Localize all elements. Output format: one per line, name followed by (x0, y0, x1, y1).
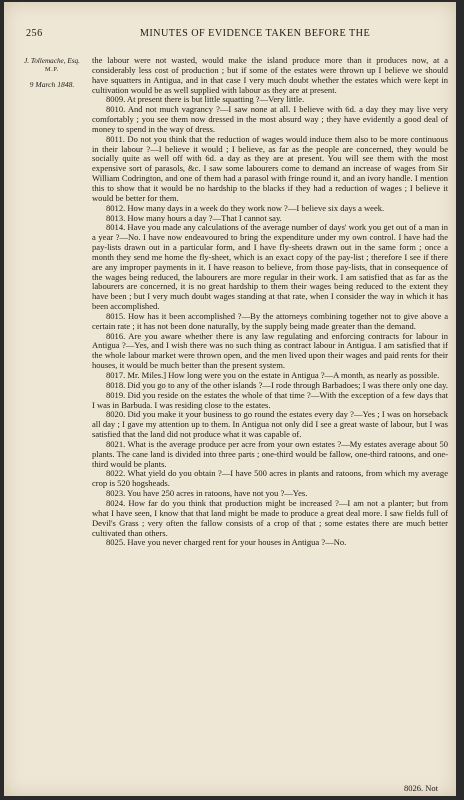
paragraph-8015: 8015. How has it been accomplished ?—By the attorneys combining together not to give above a certain rate ; it has not been done naturally, by the supply being made greater than the demand. (92, 310, 448, 331)
paragraph-8024: 8024. How far do you think that production might be increased ?—I am not a planter; but from what I have seen, I know that that land might be made to produce a great deal more. I saw fields full of Devil's Grass ; very often the fallow consists of a crop of that ; some estates there are much better cultivated than others. (92, 497, 448, 538)
paragraph-8022: 8022. What yield do you obtain ?—I have 500 acres in plants and ratoons, from which my average crop is 520 hogsheads. (92, 468, 448, 489)
catchword: 8026. Not (404, 783, 438, 793)
paragraph-8018: 8018. Did you go to any of the other islands ?—I rode through Barbadoes; I was there only one day. (106, 379, 448, 390)
hearing-date: 9 March 1848. (29, 80, 75, 90)
paragraph-8016: 8016. Are you aware whether there is any law regulating and enforcing contracts for labour in Antigua ?—Yes, and I wish there was no such thing as contract labour in Antigua. I am satisfied that if the whole labour market were thrown open, and the men lived upon their wages and paid rents for their houses, it would be much better than the present system. (92, 330, 448, 371)
paragraph-8023: 8023. You have 250 acres in ratoons, have not you ?—Yes. (106, 488, 308, 499)
witness-name: J. Tollemache, Esq. (24, 57, 80, 65)
page-body (92, 56, 448, 548)
paragraph-8011: 8011. Do not you think that the reduction of wages would induce them also to be more continuous in their labour ?—I believe it would ; I believe, as far as the people are concerned, they would be socially quite as well off with 6d. a day as they are at present. You will see them with the most expensive sort of parasols, &c. I saw some labourers come to demand an increase of wages from Sir William Codrington, and one of them had a parasol with fringe round it, and an ivory handle. I mention this to show that it would be no hardship to the blacks if they had a reduction of wages ; I believe it would be better for them. (92, 133, 448, 203)
page-header (26, 28, 442, 39)
paragraph-8021: 8021. What is the average produce per acre from your own estates ?—My estates average about 50 plants. The cane land is divided into three parts ; one-third would be fallow, one-third ratoons, and one-third would be plants. (92, 438, 448, 469)
paragraph-8013: 8013. How many hours a day ?—That I cannot say. (106, 212, 282, 223)
margin-note (18, 57, 86, 90)
document-page (4, 2, 456, 796)
paragraph-continued: the labour were not wasted, would make the island produce more than it produces now, at a considerably less cost of production ; but if some of the estates were thrown up I believe we should have squatters in Antigua, and in that case I very much doubt whether the estates which were kept in cultivation would be as well supplied with labour as they are at present. (92, 55, 448, 95)
paragraph-8017: 8017. Mr. Miles.] How long were you on the estate in Antigua ?—A month, as nearly as possible. (106, 370, 440, 380)
paragraph-8025: 8025. Have you never charged rent for your houses in Antigua ?—No. (106, 537, 347, 548)
paragraph-8009: 8009. At present there is but little squatting ?—Very little. (106, 94, 305, 105)
page-number: 256 (26, 28, 43, 39)
paragraph-8010: 8010. And not much vagrancy ?—I saw none at all. I believe with 6d. a day they may live very comfortably ; you see them now dressed in the most absurd way ; they have evidently a good deal of money to spend in the way of dress. (92, 104, 448, 134)
running-title: MINUTES OF EVIDENCE TAKEN BEFORE THE (139, 28, 371, 39)
paragraph-8020: 8020. Did you make it your business to go round the estates every day ?—Yes ; I was on horseback all day ; I gave my attention up to them. In Antigua not only did I see a great waste of labour, but I was satisfied that the land did not produce what it was capable of. (92, 409, 448, 440)
paragraph-8019: 8019. Did you reside on the estates the whole of that time ?—With the exception of a few days that I was in Barbuda. I was residing close to the estates. (92, 389, 448, 410)
paragraph-8014: 8014. Have you made any calculations of the average number of days' work you get out of a man in a year ?—No. I have now endeavoured to bring the expenditure under my own control. I have had the pay-lists drawn out in a particular form, and I have fly-sheets drawn out in the same form ; once a month they send me home the fly-sheet, which is an exact copy of the pay-list ; therefore I see if there are any improper payments in it. I have reason to believe, from those pay-lists, that in consequence of the wages being reduced, the labourers are more regular in their work. I am satisfied that as far as the labourers are concerned, it is no great hardship to them their wages being reduced to the extent they have been ; but I very much doubt wages standing at that rate, when I consider the way in which it has been accomplished. (92, 222, 448, 312)
paragraph-8012: 8012. How many days in a week do they work now ?—I believe six days a week. (106, 202, 385, 213)
witness-title: M.P. (45, 65, 59, 73)
